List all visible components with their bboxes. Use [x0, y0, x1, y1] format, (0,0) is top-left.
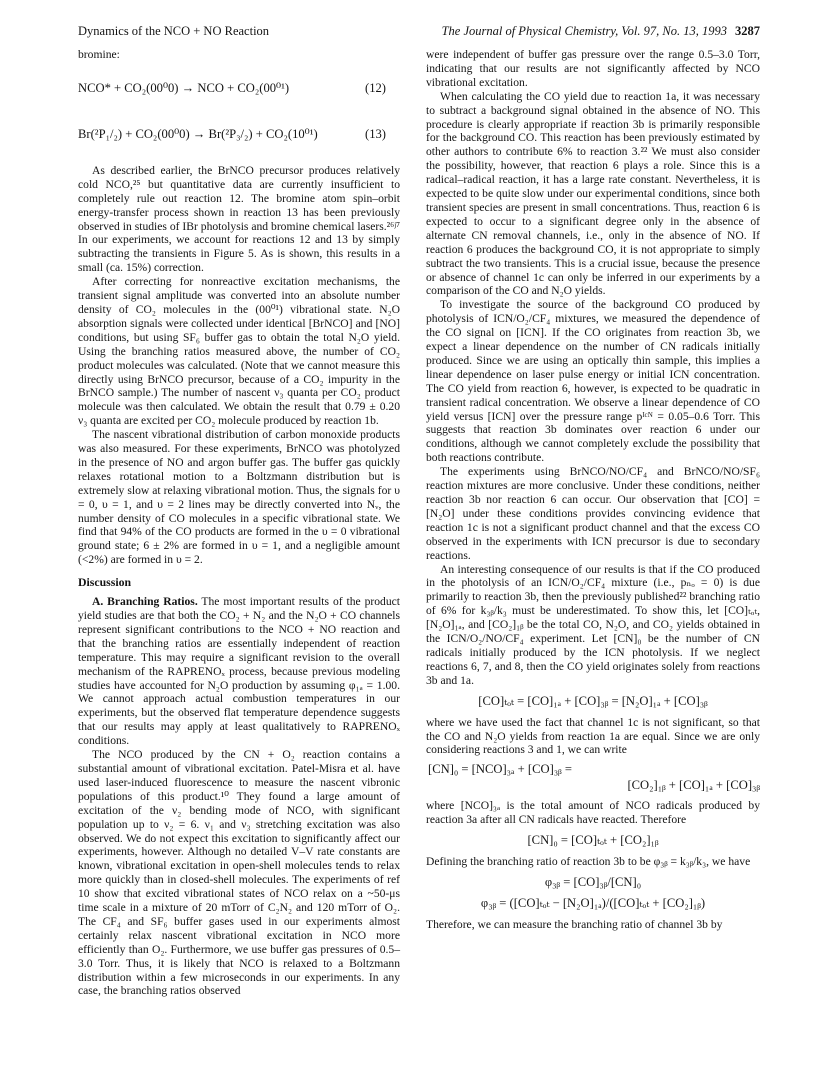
header-citation: The Journal of Physical Chemistry, Vol. 97, No. 13, 1993 [441, 24, 727, 38]
equation-cn0-line1: [CN]₀ = [NCO]₃ₐ + [CO]₃ᵦ = [428, 762, 572, 777]
paragraph: When calculating the CO yield due to reaction 1a, it was necessary to subtract a background signal obtained in the absence of NO. This procedure is clearly appropriate if reaction 3b is primarily responsible for the background CO. This reaction has been previously estimated by other authors to contribute 6% to reaction 3.²² We must also consider the possibility, however, that reaction 6 plays a role. Since this is a radical–radical reaction, it has a large rate constant. Nevertheless, it is expected to be quite slow under our experimental conditions, since both transient species are present in small concentrations. Thus, reaction 6 is expected to occur to a significant degree only in the absence of alternate CN removal channels, i.e., only in the absence of NO. If reaction 6 produces the background CO, it is not appropriate to simply subtract the two transients. This is a crucial issue, because the presence or absence of channel 1c can only be inferred in our experiments by a comparison of the CO and N₂O yields. [426, 89, 760, 298]
paragraph: To investigate the source of the background CO produced by photolysis of ICN/O₂/CF₄ mixtures, we measured the dependence of the CO signal on [ICN]. If the CO originates from reaction 3b, we expect a linear dependence on the number of CN radicals initially produced. Since we are using an optically thin sample, this implies a linear dependence on laser pulse energy or initial ICN concentration. The CO yield from reaction 6, however, is expected to be quadratic in transient radical concentration. We observe a linear dependence of CO yield versus [ICN] over the pressure range pᴵᶜᴺ = 0.05–0.6 Torr. This suggests that reaction 3b dominates over reaction 6 under our conditions, although we cannot completely exclude the possibility that both reactions contribute. [426, 298, 760, 465]
intro-text: bromine: [78, 48, 120, 61]
equation-13-number: (13) [365, 126, 386, 141]
paragraph: An interesting consequence of our results is that if the CO produced in the photolysis of an ICN/O₂/CF₄ mixture (i.e., pₙₒ = 0) is due primarily to reaction 3b, then the previously published²² branching ratio of 6% for k₃ᵦ/k₃ must be underestimated. To show this, let [CO]ₜₒₜ, [N₂O]₁ₐ, and [CO₂]₁ᵦ be the total CO, N₂O, and CO₂ yields obtained in the ICN/O₂/NO/CF₄ experiment. Let [CN]₀ be the number of CN radicals initially produced by the ICN photolysis. If we neglect reactions 6, 7, and 8, then the CO yield originates solely from reactions 3b and 1a. [426, 562, 760, 687]
running-header [78, 24, 760, 42]
equation-phi3b-expression: φ₃ᵦ = ([CO]ₜₒₜ − [N₂O]₁ₐ)/([CO]ₜₒₜ + [CO₂]₁ᵦ) [480, 895, 706, 910]
paragraph: The experiments using BrNCO/NO/CF₄ and BrNCO/NO/SF₆ reaction mixtures are more conclusive. Under these conditions, neither reaction 3b nor reaction 6 can occur. Our observation that [CO] = [N₂O] under these conditions provides convincing evidence that reaction 1c is not a significant product channel and that the excess CO observed in the experiments with ICN precursor is due to secondary reactions. [426, 465, 760, 562]
header-journal [442, 24, 760, 39]
equation-cn0-line2: [CO₂]₁ᵦ + [CO]₁ₐ + [CO]₃ᵦ [627, 778, 760, 793]
equation-13 [78, 126, 400, 146]
paragraph: The NCO produced by the CN + O₂ reaction contains a substantial amount of vibrational excitation. Patel-Misra et al. have used laser-induced fluorescence to measure the nascent vibronic populations of this product.¹⁰ They found a large amount of excitation of the ν₂ bending mode of NCO, with significant population up to ν₂ = 6. ν₁ and ν₃ stretching excitation was also observed. We do not expect this excitation to significantly affect our experiments, however. Although no detailed V–V rate constants are known, vibrational excitation in open-shell molecules tends to relax more quickly than in closed-shell molecules. The experiments of ref 10 show that excited vibrational states of NCO relax on a ~50-μs time scale in a mixture of 20 mTorr of C₂N₂ and 120 mTorr of O₂. The CF₄ and SF₆ buffer gases used in our experiments almost certainly relax nascent vibrational excitation in NCO more efficiently than O₂. Furthermore, we use buffer gas pressures of 0.5–3.0 Torr. Thus, it is likely that NCO is relaxed to a Boltzmann distribution within a few microseconds in our experiments. In any case, the branching ratios observed [78, 748, 400, 998]
paragraph: After correcting for nonreactive excitation mechanisms, the transient signal amplitude was converted into an absolute number density of CO₂ molecules in the (00⁰¹) vibrational state. N₂O absorption signals were collected under identical [BrNCO] and [NO] conditions, but using SF₆ buffer gas to obtain the total N₂O yield. Using the branching ratios measured above, the number of CO₂ product molecules was calculated. (Note that we cannot measure this directly using BrNCO precursor, because of a CO₂ impurity in the BrNCO sample.) The number of nascent ν₃ quanta per CO₂ product molecule was then calculated. We obtain the result that 0.79 ± 0.20 ν₃ quanta are excited per CO₂ molecule produced by reaction 1b. [78, 275, 400, 428]
paragraph: where we have used the fact that channel 1c is not significant, so that the CO and N₂O yields from reaction 1a are equal. Since we are only considering reactions 3 and 1, we can write [426, 715, 760, 757]
subsection-heading: A. Branching Ratios. [92, 595, 198, 609]
left-column [78, 48, 400, 998]
right-column [426, 48, 760, 931]
paragraph: As described earlier, the BrNCO precursor produces relatively cold NCO,²⁵ but quantitative data are currently insufficient to completely rule out reaction 12. The bromine atom spin–orbit energy-transfer process shown in reaction 13 has been previously observed in studies of IBr photolysis and bromine chemical lasers.²⁶ʲ⁷ In our experiments, we account for reactions 12 and 13 by simply subtracting the transients in Figure 5. As is shown, this results in a small (ca. 15%) correction. [78, 163, 400, 275]
header-title: Dynamics of the NCO + NO Reaction [78, 24, 270, 38]
equation-cn0-total: [CN]₀ = [CO]ₜₒₜ + [CO₂]₁ᵦ [527, 832, 659, 847]
equation-co-total: [CO]ₜₒₜ = [CO]₁ₐ + [CO]₃ᵦ = [N₂O]₁ₐ + [CO]₃ᵦ [478, 693, 708, 708]
paragraph: Defining the branching ratio of reaction 3b to be φ₃ᵦ = k₃ᵦ/k₃, we have [426, 854, 751, 868]
paragraph: Therefore, we can measure the branching ratio of channel 3b by [426, 917, 723, 931]
equation-12 [78, 80, 400, 100]
page-number: 3287 [735, 24, 760, 38]
equation-12-number: (12) [365, 80, 386, 95]
section-heading-discussion: Discussion [78, 575, 132, 590]
paragraph-text: The most important results of the product yield studies are that both the CO₂ + N₂ and the N₂O + CO channels represent significant contributions to the NCO + NO reaction and that the branching ratios are essentially independent of reaction temperature. This may require a significant revision to the overall mechanism of the RAPRENOₓ process, because previous modeling studies have accounted for N₂O production by assuming φ₁ₐ = 1.00. We cannot approach actual combustion temperatures in our experiments, but the observed flat temperature dependence suggests that our results may apply at least qualitatively to RAPRENOₓ conditions. [78, 595, 400, 748]
paragraph-branching-ratios [78, 595, 400, 748]
paragraph: The nascent vibrational distribution of carbon monoxide products was also measured. For these experiments, BrNCO was photolyzed in the presence of NO and argon buffer gas. The buffer gas quickly relaxes rotational motion to a Boltzmann distribution but is extremely slow at relaxing vibrational motion. Thus, the signals for υ = 0, υ = 1, and υ = 2 lines may be directly converted into Nᵥ, the number density of CO molecules in a specific vibrational state. We find that 94% of the CO products are formed in the υ = 0 vibrational ground state; 6 ± 2% are formed in υ = 1, and a negligible amount (<2%) are formed in υ = 2. [78, 428, 400, 567]
equation-phi3b-definition: φ₃ᵦ = [CO]₃ᵦ/[CN]₀ [544, 874, 642, 889]
equation-13-expression: Br(²P₁/₂) + CO₂(00⁰0) → Br(²P₃/₂) + CO₂(10⁰¹) [78, 126, 318, 141]
equation-12-expression: NCO* + CO₂(00⁰0) → NCO + CO₂(00⁰¹) [78, 80, 290, 95]
paragraph: were independent of buffer gas pressure over the range 0.5–3.0 Torr, indicating that our results are not significantly affected by NCO vibrational excitation. [426, 48, 760, 89]
paragraph: where [NCO]₃ₐ is the total amount of NCO radicals produced by reaction 3a after all CN radicals have reacted. Therefore [426, 799, 760, 827]
